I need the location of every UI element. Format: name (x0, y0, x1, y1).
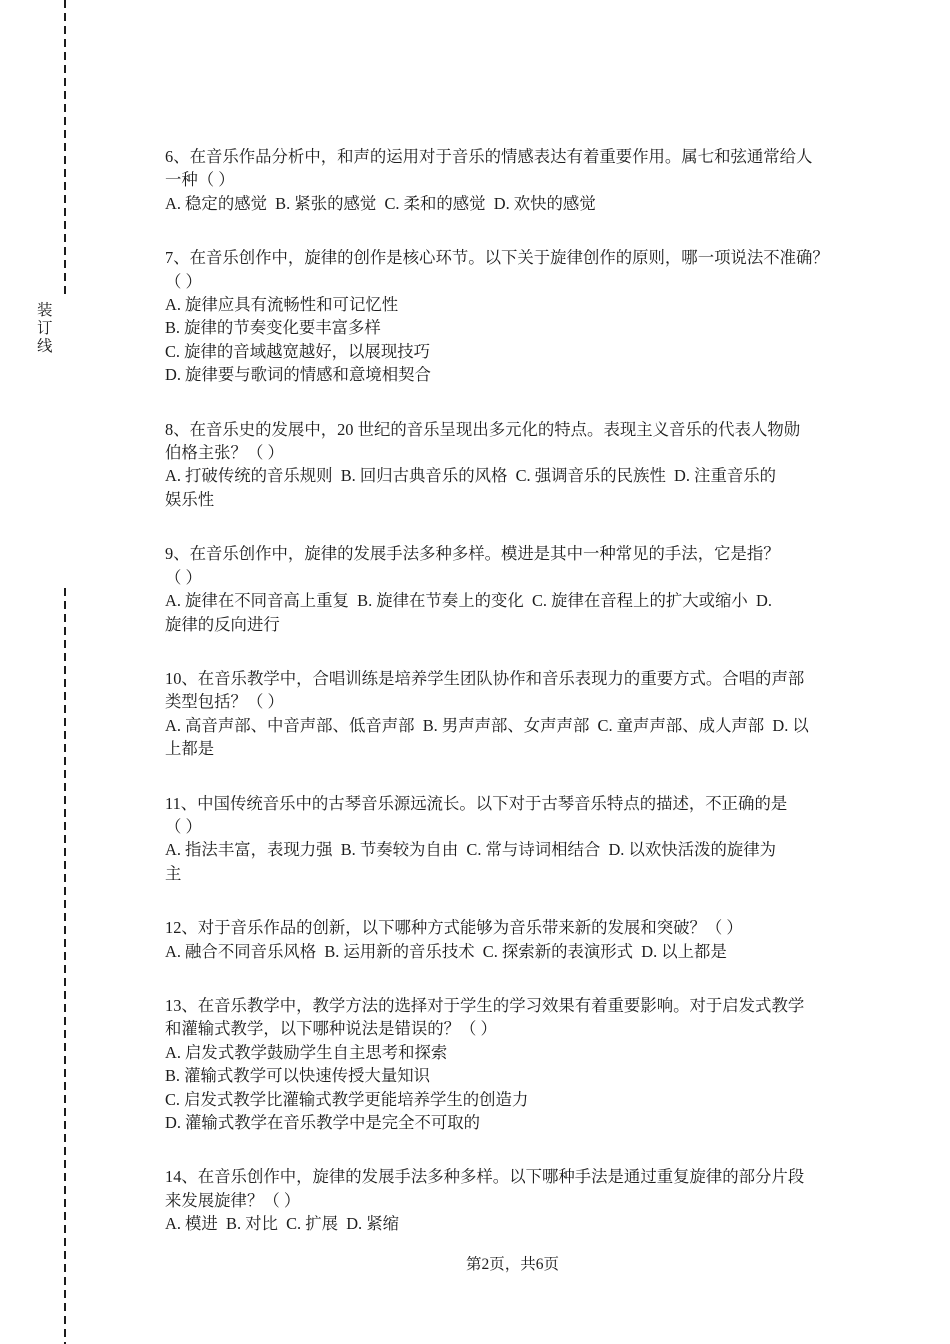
question-line: 8、在音乐史的发展中，20 世纪的音乐呈现出多元化的特点。表现主义音乐的代表人物勋 (165, 419, 801, 439)
question-line: 一种（ ） (165, 170, 235, 190)
binding-dashed-line-top (64, 0, 66, 295)
question-line: A. 高音声部、中音声部、低音声部 B. 男声声部、女声声部 C. 童声声部、成人声部 D. 以 (165, 715, 809, 735)
question-line: A. 稳定的感觉 B. 紧张的感觉 C. 柔和的感觉 D. 欢快的感觉 (165, 193, 596, 213)
page-footer (165, 1252, 860, 1274)
question-line: （ ） (165, 271, 202, 291)
question-line: D. 灌输式教学在音乐教学中是完全不可取的 (165, 1113, 481, 1132)
question-line: A. 融合不同音乐风格 B. 运用新的音乐技术 C. 探索新的表演形式 D. 以上都是 (165, 941, 727, 961)
question-line: A. 打破传统的音乐规则 B. 回归古典音乐的风格 C. 强调音乐的民族性 D. 注重音乐的 (165, 466, 777, 486)
question-line: 6、在音乐作品分析中，和声的运用对于音乐的情感表达有着重要作用。属七和弦通常给人 (165, 147, 813, 166)
question-line: A. 模进 B. 对比 C. 扩展 D. 紧缩 (165, 1214, 400, 1234)
question-line: A. 旋律在不同音高上重复 B. 旋律在节奏上的变化 C. 旋律在音程上的扩大或缩小 D. (165, 591, 772, 611)
question-line: 和灌输式教学，以下哪种说法是错误的？（ ） (165, 1019, 497, 1039)
question-block-q8 (165, 418, 860, 512)
question-line: B. 灌输式教学可以快速传授大量知识 (165, 1066, 430, 1086)
question-block-q6 (165, 145, 860, 215)
question-line: 11、中国传统音乐中的古琴音乐源远流长。以下对于古琴音乐特点的描述，不正确的是 (165, 793, 788, 813)
question-line: A. 启发式教学鼓励学生自主思考和探索 (165, 1042, 448, 1062)
question-line: 伯格主张？（ ） (165, 443, 284, 463)
question-list (165, 145, 860, 1267)
question-block-q14 (165, 1165, 860, 1235)
binding-dashed-line-bottom (64, 588, 66, 1344)
question-line: A. 旋律应具有流畅性和可记忆性 (165, 295, 399, 315)
question-line: D. 旋律要与歌词的情感和意境相契合 (165, 365, 431, 385)
question-line: 10、在音乐教学中，合唱训练是培养学生团队协作和音乐表现力的重要方式。合唱的声部 (165, 668, 805, 688)
question-line: 7、在音乐创作中，旋律的创作是核心环节。以下关于旋律创作的原则，哪一项说法不准确？ (165, 248, 829, 268)
question-line: 13、在音乐教学中，教学方法的选择对于学生的学习效果有着重要影响。对于启发式教学 (165, 995, 805, 1015)
question-line: 娱乐性 (165, 489, 215, 509)
question-line: （ ） (165, 567, 202, 587)
question-line: 来发展旋律？（ ） (165, 1190, 301, 1210)
question-line: （ ） (165, 816, 202, 836)
question-line: 旋律的反向进行 (165, 614, 280, 634)
question-block-q7 (165, 246, 860, 386)
question-line: C. 旋律的音域越宽越好，以展现技巧 (165, 341, 430, 361)
question-block-q10 (165, 667, 860, 761)
page-number-text: 第2页，共6页 (465, 1256, 559, 1273)
question-block-q12 (165, 916, 860, 963)
question-line: B. 旋律的节奏变化要丰富多样 (165, 318, 381, 338)
question-line: 14、在音乐创作中，旋律的发展手法多种多样。以下哪种手法是通过重复旋律的部分片段 (165, 1167, 805, 1187)
question-line: A. 指法丰富，表现力强 B. 节奏较为自由 C. 常与诗词相结合 D. 以欢快活泼的旋律为 (165, 840, 777, 860)
question-line: 类型包括？（ ） (165, 692, 284, 712)
binding-line-label: 装订线 (37, 302, 53, 355)
question-line: 上都是 (165, 739, 215, 759)
question-line: 主 (165, 863, 182, 883)
question-block-q13 (165, 994, 860, 1134)
question-line: 12、对于音乐作品的创新，以下哪种方式能够为音乐带来新的发展和突破？（ ） (165, 918, 743, 938)
question-line: 9、在音乐创作中，旋律的发展手法多种多样。模进是其中一种常见的手法，它是指？ (165, 544, 780, 564)
question-line: C. 启发式教学比灌输式教学更能培养学生的创造力 (165, 1089, 529, 1109)
question-block-q9 (165, 542, 860, 636)
question-block-q11 (165, 792, 860, 886)
